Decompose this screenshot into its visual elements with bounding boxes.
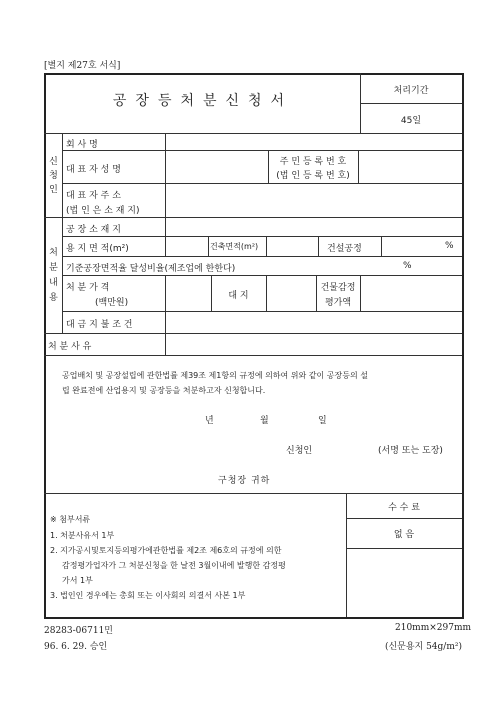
paper-size: 210mm×297mm [395, 623, 472, 633]
standard-area-percent: % [403, 261, 412, 271]
factory-location-label: 공 장 소 재 지 [66, 225, 121, 235]
resident-number-label: 주 민 등 록 번 호 [279, 157, 347, 167]
attachment-item: 3. 법인인 경우에는 총회 또는 이사회의 의결서 사본 1부 [50, 591, 246, 600]
applicant-label-3: 인 [49, 185, 58, 195]
corporate-number-label: (법 인 등 록 번 호) [276, 171, 350, 181]
disposal-label-1: 처 [49, 248, 58, 258]
land-area-label: 용 지 면 적(m²) [66, 244, 129, 254]
processing-period-label: 처리기간 [393, 86, 429, 96]
corporation-location-label: (법 인 은 소 재 지) [66, 206, 140, 216]
addressee: 구청장 귀하 [218, 476, 271, 486]
disposal-label-4: 용 [49, 293, 58, 303]
approval-date: 96. 6. 29. 승인 [44, 642, 108, 652]
payment-terms-label: 대 금 지 불 조 건 [66, 320, 133, 330]
disposal-reason-label: 처 분 사 유 [48, 342, 92, 352]
building-value-label-2: 평가액 [324, 298, 352, 308]
declaration-text-1: 공업배치 및 공장설립에 관한법률 제39조 제1항의 규정에 의하여 위와 같이 공장등의 설 [62, 371, 368, 380]
declaration-text-2: 립 완료전에 산업용지 및 공장등을 처분하고자 신청합니다. [62, 386, 266, 395]
applicant-label-2: 청 [49, 171, 58, 181]
date-day: 일 [318, 416, 327, 426]
completion-rate-label: 건설공정 [327, 244, 362, 254]
company-name-label: 회 사 명 [66, 140, 98, 150]
representative-address-label: 대 표 자 주 소 [66, 191, 121, 201]
disposal-label-3: 내 [49, 278, 58, 288]
standard-area-rate-label: 기준공장면적율 달성비율(제조업에 한한다) [66, 264, 236, 274]
fee-value: 없 음 [393, 530, 415, 540]
attachment-item: 감정평가업자가 그 처분신청을 한 날전 3월이내에 발행한 감정평 [62, 561, 286, 570]
building-value-label: 건물감정 [320, 283, 356, 293]
representative-name-label: 대 표 자 성 명 [66, 165, 121, 175]
attachment-item: 1. 처분사유서 1부 [50, 531, 115, 540]
form-title: 공장등처분신청서 [112, 93, 294, 109]
attachments-header: ※ 첨부서류 [50, 515, 91, 524]
date-month: 월 [260, 416, 269, 426]
attachment-item: 2. 지가공시및토지등의평가에관한법률 제2조 제6호의 규정에 의한 [50, 546, 282, 555]
disposal-label-2: 분 [49, 263, 58, 273]
applicant-sign-label: 신청인 [286, 446, 313, 456]
paper-spec: (신문용지 54g/m²) [384, 642, 462, 652]
form-number: [별지 제27호 서식] [44, 61, 121, 71]
signature-field[interactable]: (서명 또는 도장) [378, 446, 443, 456]
applicant-label-1: 신 [49, 157, 58, 167]
building-area-label: 건축면적(m²) [210, 242, 259, 251]
land-label: 대 지 [228, 291, 249, 301]
completion-percent: % [445, 241, 454, 251]
disposal-price-unit: (백만원) [95, 298, 129, 308]
attachment-item: 가서 1부 [62, 576, 93, 585]
disposal-price-label: 처 분 가 격 [66, 283, 110, 293]
fee-label: 수 수 료 [388, 503, 420, 513]
processing-period-value: 45일 [400, 116, 422, 126]
form-code: 28283-06711민 [44, 626, 113, 636]
date-year: 년 [205, 416, 214, 426]
